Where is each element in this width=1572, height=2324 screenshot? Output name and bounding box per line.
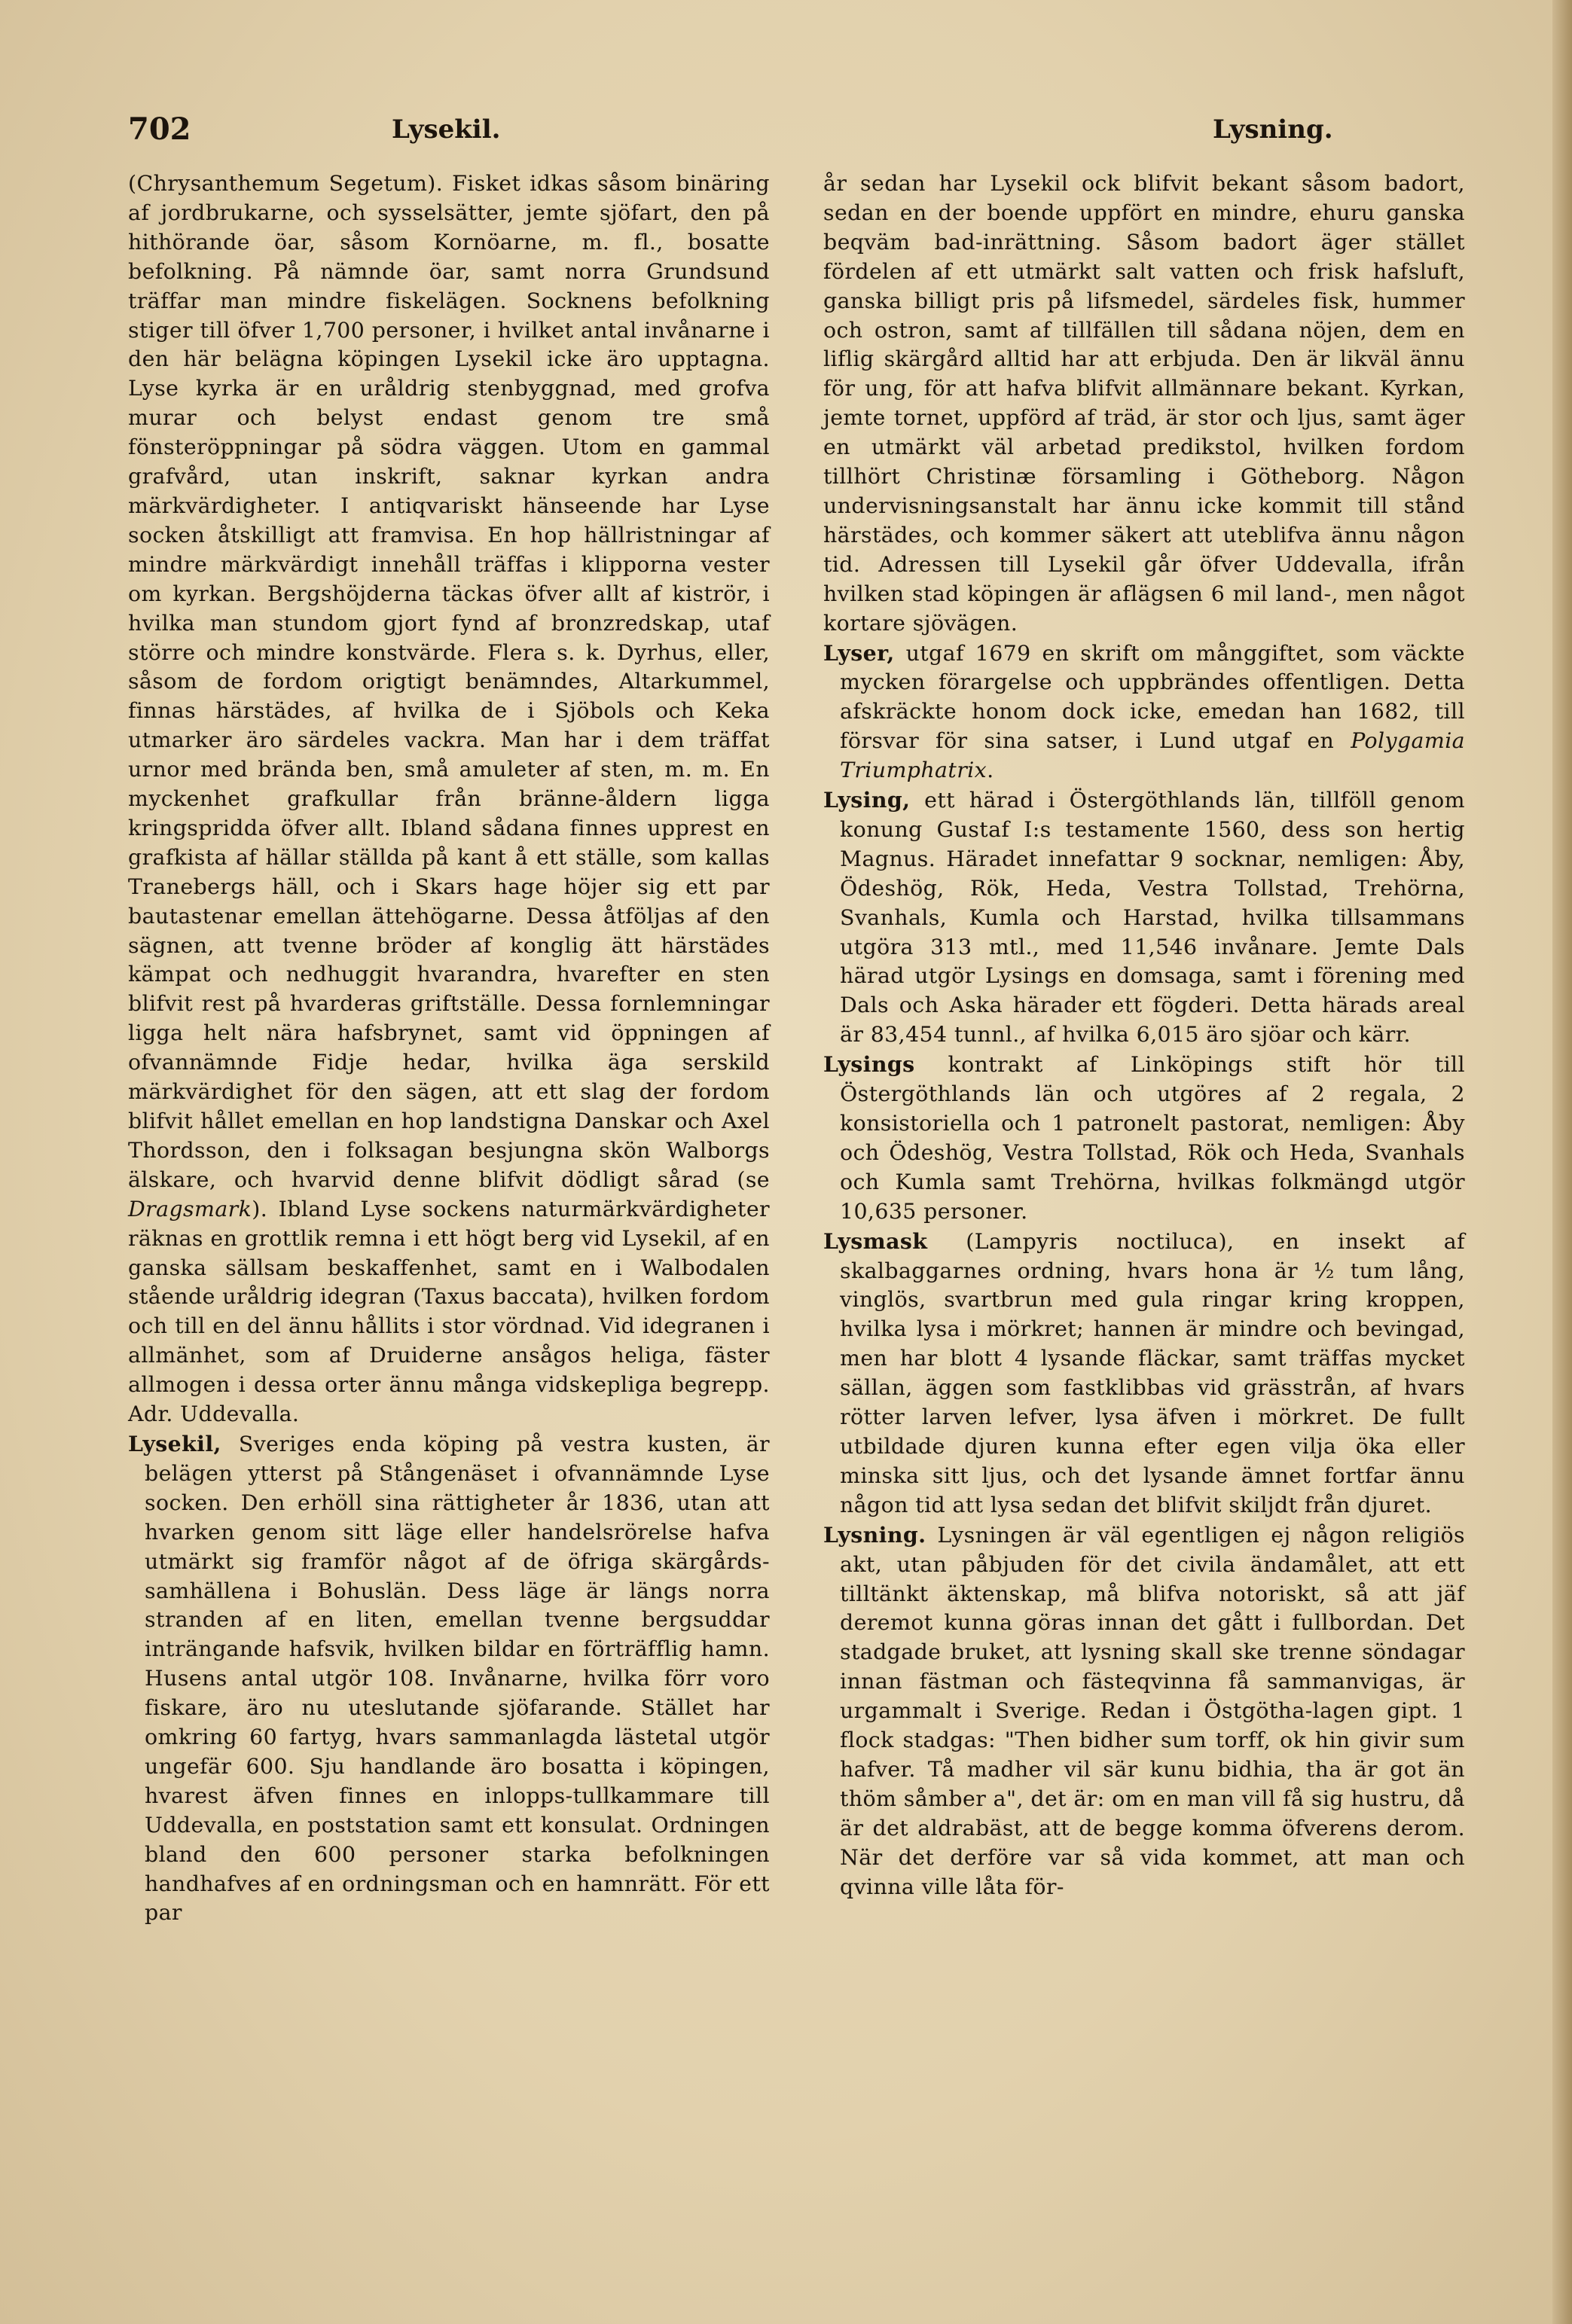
entry-text: (Lampyris noctiluca), en insekt af skalbaggarnes ordning, hvars hona är ½ tum lång, vinglös, svartbrun med gula ringar kring kroppen, hvilka lysa i mörkret; hannen är mindre och bevingad, men har blott 4 lysande fläckar, samt träffas mycket sällan, äggen som fastklibbas vid grässtrån, af hvars rötter larven lefver, lysa äfven i mörkret. De fullt utbildade djuren kunna efter egen vilja öka eller minska sitt ljus, och det lysande ämnet fortfar ännu någon tid att lysa sedan det blifvit skiljdt från djuret. (840, 1228, 1465, 1517)
headword: Lysning. (823, 1521, 926, 1548)
headword: Lysing, (823, 787, 911, 813)
left-column (128, 169, 770, 1928)
header-right-word: Lysning. (1213, 114, 1333, 145)
header-left-word: Lysekil. (392, 114, 501, 145)
lyse-socken-continuation (128, 169, 770, 1429)
paragraph-text: (Chrysanthemum Segetum). Fisket idkas såsom binäring af jordbrukarne, och sysselsätter, jemte sjöfart, den på hithörande öar, såsom Kornöarne, m. fl., bosatte befolkning. På nämnde öar, samt norra Grundsund träffar man mindre fiskelägen. Socknens befolkning stiger till öfver 1,700 personer, i hvilket antal invånarne i den här belägna köpingen Lysekil icke äro upptagna. Lyse kyrka är en uråldrig stenbyggnad, med grofva murar och belyst endast genom tre små fönsteröppningar på södra väggen. Utom en gammal grafvård, utan inskrift, saknar kyrkan andra märkvärdigheter. I antiqvariskt hänseende har Lyse socken åtskilligt att framvisa. En hop hällristningar af mindre märkvärdigt innehåll träffas i klipporna vester om kyrkan. Bergshöjderna täckas öfver allt af kiströr, i hvilka man stundom gjort fynd af bronzredskap, utaf större och mindre konstvärde. Flera s. k. Dyrhus, eller, såsom de fordom origtigt benämndes, Altarkummel, finnas härstädes, af hvilka de i Sjöbols och Keka utmarker äro särdeles vackra. Man har i dem träffat urnor med brända ben, små amuleter af sten, m. m. En myckenhet grafkullar från bränne-åldern ligga kringspridda öfver allt. Ibland sådana finnes upprest en grafkista af hällar ställda på kant å ett ställe, som kallas Tranebergs häll, och i Skars hage höjer sig ett par bautastenar emellan ättehögarne. Dessa åtföljas af den sägnen, att tvenne bröder af konglig ätt härstädes kämpat och nedhuggit hvarandra, hvarefter en sten blifvit rest på hvarderas griftställe. Dessa fornlemningar ligga helt nära hafsbrynet, samt vid öppningen af ofvannämnde Fidje hedar, hvilka äga serskild märkvärdighet för den sägen, att ett slag der fordom blifvit hållet emellan en hop landstigna Danskar och Axel Thordsson, den i folksagan besjungna skön Walborgs älskare, och hvarvid denne blifvit dödligt sårad (se (128, 171, 770, 1192)
headword: Lysmask (823, 1228, 928, 1254)
book-title: Polygamia Triumphatrix (840, 728, 1465, 783)
cross-reference: Dragsmark (128, 1196, 252, 1221)
entry-text: ett härad i Östergöthlands län, tillföll genom konung Gustaf I:s testamente 1560, dess son hertig Magnus. Häradet innefattar 9 socknar, nemligen: Åby, Ödeshög, Rök, Heda, Vestra Tollstad, Trehörna, Svanhals, Kumla och Harstad, hvilka tillsammans utgöra 313 mtl., med 11,546 invånare. Jemte Dals härad utgör Lysings en domsaga, samt i förening med Dals och Aska härader ett fögderi. Detta härads areal är 83,454 tunnl., af hvilka 6,015 äro sjöar och kärr. (840, 788, 1465, 1048)
entry-lysmask (823, 1227, 1465, 1520)
entry-lyser (823, 639, 1465, 786)
page-edge (1552, 0, 1572, 2324)
entry-lysing (823, 785, 1465, 1050)
headword: Lysings (823, 1051, 915, 1078)
entry-lysning (823, 1520, 1465, 1902)
paragraph-text: ). Ibland Lyse sockens naturmärkvärdigheter räknas en grottlik remna i ett högt berg vid Lysekil, af en ganska sällsam beskaffenhet, samt en i Walbodalen stående uråldrig idegran (Taxus baccata), hvilken fordom och till en del ännu hållits i stor vördnad. Vid idegranen i allmänhet, som af Druiderne ansågos heliga, fäster allmogen i dessa orter ännu många vidskepliga begrepp. Adr. Uddevalla. (128, 1196, 770, 1427)
right-column (823, 169, 1465, 1902)
entry-lysekil (128, 1429, 770, 1928)
page-number: 702 (128, 111, 191, 147)
paragraph-text: år sedan har Lysekil ock blifvit bekant såsom badort, sedan en der boende uppfört en mindre, ehuru ganska beqväm bad-inrättning. Såsom badort äger stället fördelen af ett utmärkt salt vatten och frisk hafsluft, ganska billigt pris på lifsmedel, särdeles fisk, hummer och ostron, samt af tillfällen till sådana nöjen, dem en liflig skärgård alltid har att erbjuda. Den är likväl ännu för ung, för att hafva blifvit allmännare bekant. Kyrkan, jemte tornet, uppförd af träd, är stor och ljus, samt äger en utmärkt väl arbetad predikstol, hvilken fordom tillhört Christinæ församling i Götheborg. Någon undervisningsanstalt har ännu icke kommit till stånd härstädes, och kommer säkert att uteblifva ännu någon tid. Adressen till Lysekil går öfver Uddevalla, ifrån hvilken stad köpingen är aflägsen 6 mil land-, men något kortare sjövägen. (823, 171, 1465, 636)
entry-text: Sveriges enda köping på vestra kusten, är belägen ytterst på Stångenäset i ofvannämnde Lyse socken. Den erhöll sina rättigheter år 1836, utan att hvarken genom sitt läge eller handelsrörelse hafva utmärkt sig framför något af de öfriga skärgårds-samhällena i Bohuslän. Dess läge är längs norra stranden af en liten, emellan tvenne bergsuddar inträngande hafsvik, hvilken bildar en förträfflig hamn. Husens antal utgör 108. Invånarne, hvilka förr voro fiskare, äro nu uteslutande sjöfarande. Stället har omkring 60 fartyg, hvars sammanlagda lästetal utgör ungefär 600. Sju handlande äro bosatta i köpingen, hvarest äfven finnes en inlopps-tullkammare till Uddevalla, en poststation samt ett konsulat. Ordningen bland den 600 personer starka befolkningen handhafves af en ordningsman och en hamnrätt. För ett par (145, 1431, 770, 1926)
headword: Lysekil, (128, 1430, 221, 1456)
running-header (128, 111, 1499, 149)
entry-text: kontrakt af Linköpings stift hör till Östergöthlands län och utgöres af 2 regala, 2 konsistoriella och 1 patronelt pastorat, nemligen: Åby och Ödeshög, Vestra Tollstad, Rök och Heda, Svanhals och Kumla samt Trehörna, hvilkas folkmängd utgör 10,635 personer. (840, 1052, 1465, 1224)
lysekil-continuation (823, 169, 1465, 639)
entry-text: Lysningen är väl egentligen ej någon religiös akt, utan påbjuden för det civila ändamålet, att ett tilltänkt äktenskap, må blifva notoriskt, så att jäf deremot kunna göras innan det gått i fullbordan. Det stadgade bruket, att lysning skall ske trenne söndagar innan fästman och fästeqvinna få sammanvigas, är urgammalt i Sverige. Redan i Östgötha-lagen gipt. 1 flock stadgas: "Then bidher sum torff, ok hin givir sum hafver. Tå madher vil sär kunu bidhia, tha är got än thöm såmber a", det är: om en man vill få sig hustru, då är det aldrabäst, att de begge komma öfverens derom. När det derföre var så vida kommet, att man och qvinna ville låta för- (840, 1522, 1465, 1899)
entry-text: utgaf 1679 en skrift om månggiftet, som väckte mycken förargelse och uppbrändes offentligen. Detta afskräckte honom dock icke, emedan han 1682, till försvar för sina satser, i Lund utgaf en (840, 640, 1465, 754)
entry-lysings (823, 1050, 1465, 1226)
entry-text: . (987, 758, 994, 783)
headword: Lyser, (823, 639, 895, 666)
